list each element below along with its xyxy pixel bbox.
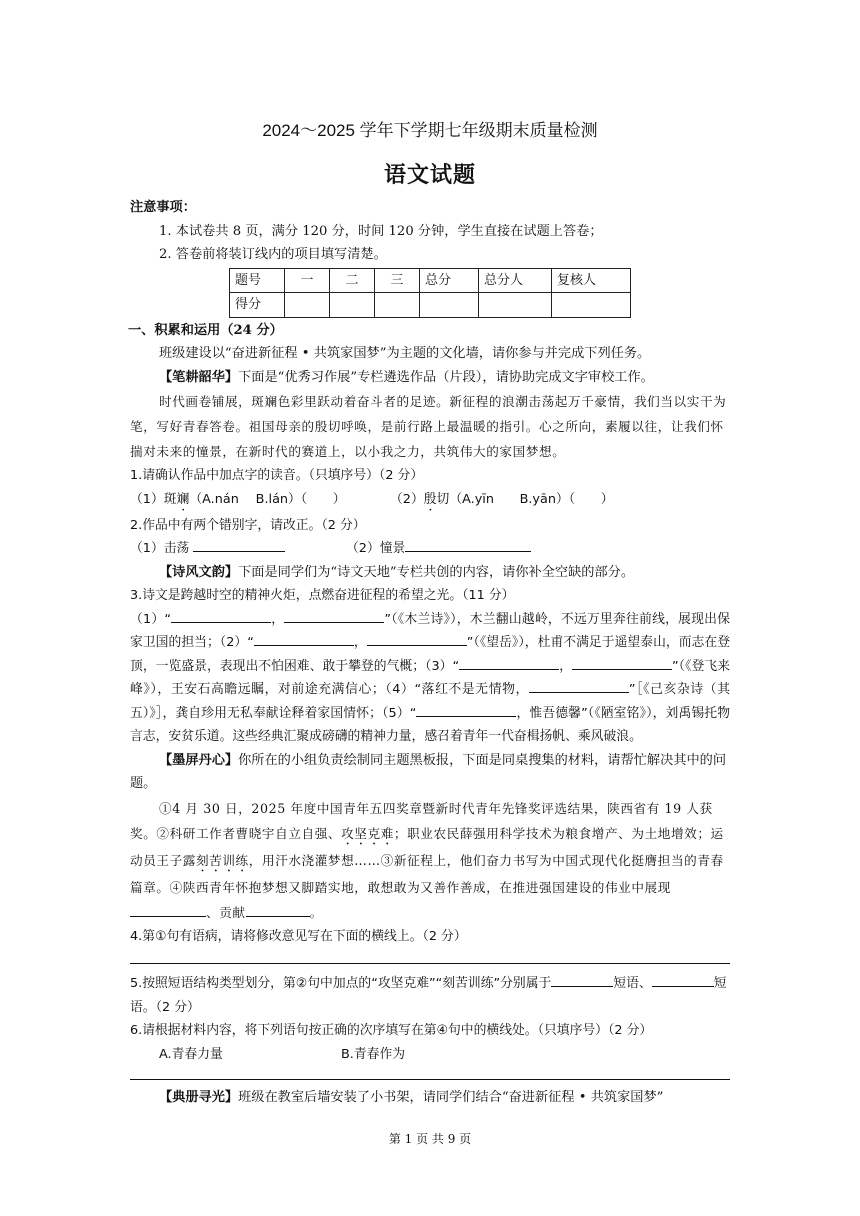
part2-line [130,561,730,585]
q1-option-2-post: 切（A.yīn B.yān）（ ） [436,491,614,507]
q1-option-2-pre: （2） [390,491,424,507]
question-6: 6.请根据材料内容，将下列语句按正确的次序填写在第④句中的横线处。（只填序号）（2 分） [130,1023,653,1038]
score-input-cell [330,293,375,318]
score-input-cell [552,293,631,318]
q5-text: 短语。（2 分） [130,976,727,1015]
passage2-text: ；职业农民薛强用科学技术为粮食增产、为土地增效；运动员王子露 [130,825,724,868]
q2-item-2-label: （2）憧景 [346,541,406,556]
exam-content [130,196,730,1110]
score-cell: 得分 [230,293,285,318]
score-cell: 三 [375,268,420,293]
question-3-body [130,608,730,749]
section1-heading: 一、积累和运用（24 分） [128,322,283,338]
essay-passage: 时代画卷铺展，斑斓色彩里跃动着奋斗者的足迹。新征程的浪潮击荡起万千豪情，我们当以实干为笔，写好青春答卷。祖国母亲的殷切呼唤，是前行路上最温暖的指引。心之所向，素履以往，让我们怀揣对未来的憧景，在新时代的赛道上，以小我之力，共筑伟大的家国梦想。 [130,394,727,459]
q3-blank[interactable] [416,702,516,717]
q2-item-2 [346,537,531,561]
q2-item-1 [130,537,346,561]
q3-text: ”（《登飞来峰》），王安石高瞻远瞩，对前途充满信心；（4）“落红不是无情物， [130,658,731,697]
q1-option-1-pre: （1）斑 [130,491,177,507]
q5-text: 短语、 [613,976,652,991]
part4-text: 班级在教室后墙安装了小书架，请同学们结合“奋进新征程 • 共筑家国梦” [238,1090,664,1105]
part2-text: 下面是同学们为“诗文天地”专栏共创的内容，请你补全空缺的部分。 [238,564,635,580]
part1-line [130,366,730,390]
part3-tag: 【墨屏丹心】 [159,752,239,768]
passage2-text: ，用汗水浇灌梦想……③新征程上，他们奋力书写为中国式现代化挺膺担当的青春篇章。④陕西青年怀抱梦想又脚踏实地，敢想敢为又善作善成，在推进强国建设的伟业中展现 [130,852,724,895]
score-cell: 题号 [230,268,285,293]
passage2-text: ①4 月 30 日，2025 年度中国青年五四奖章暨新时代青年先锋奖评选结果，陕西省有 19 人获奖。②科研工作者曹晓宇自立自强、 [130,800,713,841]
question-2-items [130,537,730,561]
score-cell: 总分人 [479,268,552,293]
question-4: 4.第①句有语病，请将修改意见写在下面的横线上。（2 分） [130,928,467,944]
question-6-options [130,1043,730,1067]
score-cell: 总分 [420,268,479,293]
q2-item-1-label: （1）击荡 [130,541,190,556]
q2-answer-blank-2[interactable] [405,537,531,552]
section1-intro: 班级建设以“奋进新征程 • 共筑家国梦”为主题的文化墙，请你参与并完成下列任务。 [159,346,651,361]
q6-option-b: B.青春作为 [341,1046,406,1062]
score-cell: 复核人 [552,268,631,293]
notes-heading: 注意事项： [130,200,196,215]
notes-item-2: 2. 答卷前将装订线内的项目填写清楚。 [159,247,387,262]
part3-text: 你所在的小组负责绘制同主题黑板报，下面是同桌搜集的材料，请帮忙解决其中的问题。 [130,752,727,791]
question-2: 2.作品中有两个错别字，请改正。（2 分） [130,517,366,533]
q6-blank-2[interactable] [246,902,310,917]
q6-option-a: A.青春力量 [159,1046,223,1062]
question-5 [130,972,730,1019]
notes-item-1: 1. 本试卷共 8 页，满分 120 分，时间 120 分钟，学生直接在试题上答卷； [159,223,603,239]
part2-tag: 【诗风文韵】 [159,564,239,580]
question-1-options [130,488,730,514]
q3-text: ”（《望岳》），杜甫不满足于遥望泰山，而志在登顶，一览盛景，表现出不怕困难、敢于攀登的气概；（3）“ [130,635,731,674]
part1-text: 下面是“优秀习作展”专栏遴选作品（片段），请协助完成文字审校工作。 [238,369,654,385]
q3-blank[interactable] [171,608,271,623]
score-cell: 一 [285,268,330,293]
q3-text: （1）“ [130,611,172,627]
passage2-text: 、贡献 [206,904,246,920]
question-1: 1.请确认作品中加点字的读音。（只填序号）（2 分） [130,468,424,483]
q3-text: ”（《木兰诗》），木兰翻山越岭，不远万里奔往前线，展现出保家卫国的担当；（2）“ [130,611,731,650]
score-input-cell [479,293,552,318]
score-table-score-row [230,293,631,318]
material-passage [130,796,730,925]
score-cell: 二 [330,268,375,293]
q5-blank-1[interactable] [551,972,613,987]
page-footer: 第 1 页 共 9 页 [388,1132,472,1146]
passage2-text: 。 [309,904,323,920]
part3-line [130,749,730,796]
q3-blank[interactable] [367,631,467,646]
passage2-dotted-phrase-1: 攻坚克难 [341,825,394,841]
q4-answer-line[interactable] [130,962,730,964]
part1-tag: 【笔耕韶华】 [159,369,239,385]
passage2-dotted-phrase-2: 刻苦训练 [195,852,249,868]
score-input-cell [375,293,420,318]
part4-tag: 【典册寻光】 [159,1090,239,1105]
q3-text: ， [271,611,285,627]
q2-answer-blank-1[interactable] [193,537,285,552]
score-input-cell [285,293,330,318]
q3-text: ，惟吾德馨”（《陋室铭》），刘禹锡托物言志，安贫乐道。这些经典汇聚成磅礴的精神力量，感召着青年一代奋楫扬帆、乘风破浪。 [130,705,731,744]
part4-line [130,1086,730,1110]
q3-text: ”［《己亥杂诗（其五）》］，龚自珍用无私奉献诠释着家国情怀；（5）“ [130,682,730,721]
q3-blank[interactable] [284,608,384,623]
q1-option-1-post: （A.nán B.lán）（ ） [189,491,346,507]
q3-blank[interactable] [572,655,672,670]
score-table [229,268,631,318]
q5-text: 5.按照短语结构类型划分，第②句中加点的“攻坚克难”“刻苦训练”分别属于 [130,976,552,991]
q6-answer-line[interactable] [130,1078,730,1080]
q1-option-1 [130,488,390,514]
q5-blank-2[interactable] [652,972,714,987]
question-3: 3.诗文是跨越时空的精神火炬，点燃奋进征程的希望之光。（11 分） [130,588,515,603]
q3-blank[interactable] [529,678,629,693]
q3-blank[interactable] [459,655,559,670]
exam-title: 2024～2025 学年下学期七年级期末质量检测 [262,121,598,140]
q3-blank[interactable] [254,631,354,646]
q3-text: ， [559,658,573,674]
q1-option-1-char: 斓 [176,491,190,507]
q6-blank-1[interactable] [130,902,206,917]
exam-subtitle: 语文试题 [383,163,476,188]
q1-option-2 [390,488,614,514]
q3-text: ， [353,635,367,650]
score-input-cell [420,293,479,318]
score-table-header-row [230,268,631,293]
q1-option-2-char: 殷 [423,491,437,507]
